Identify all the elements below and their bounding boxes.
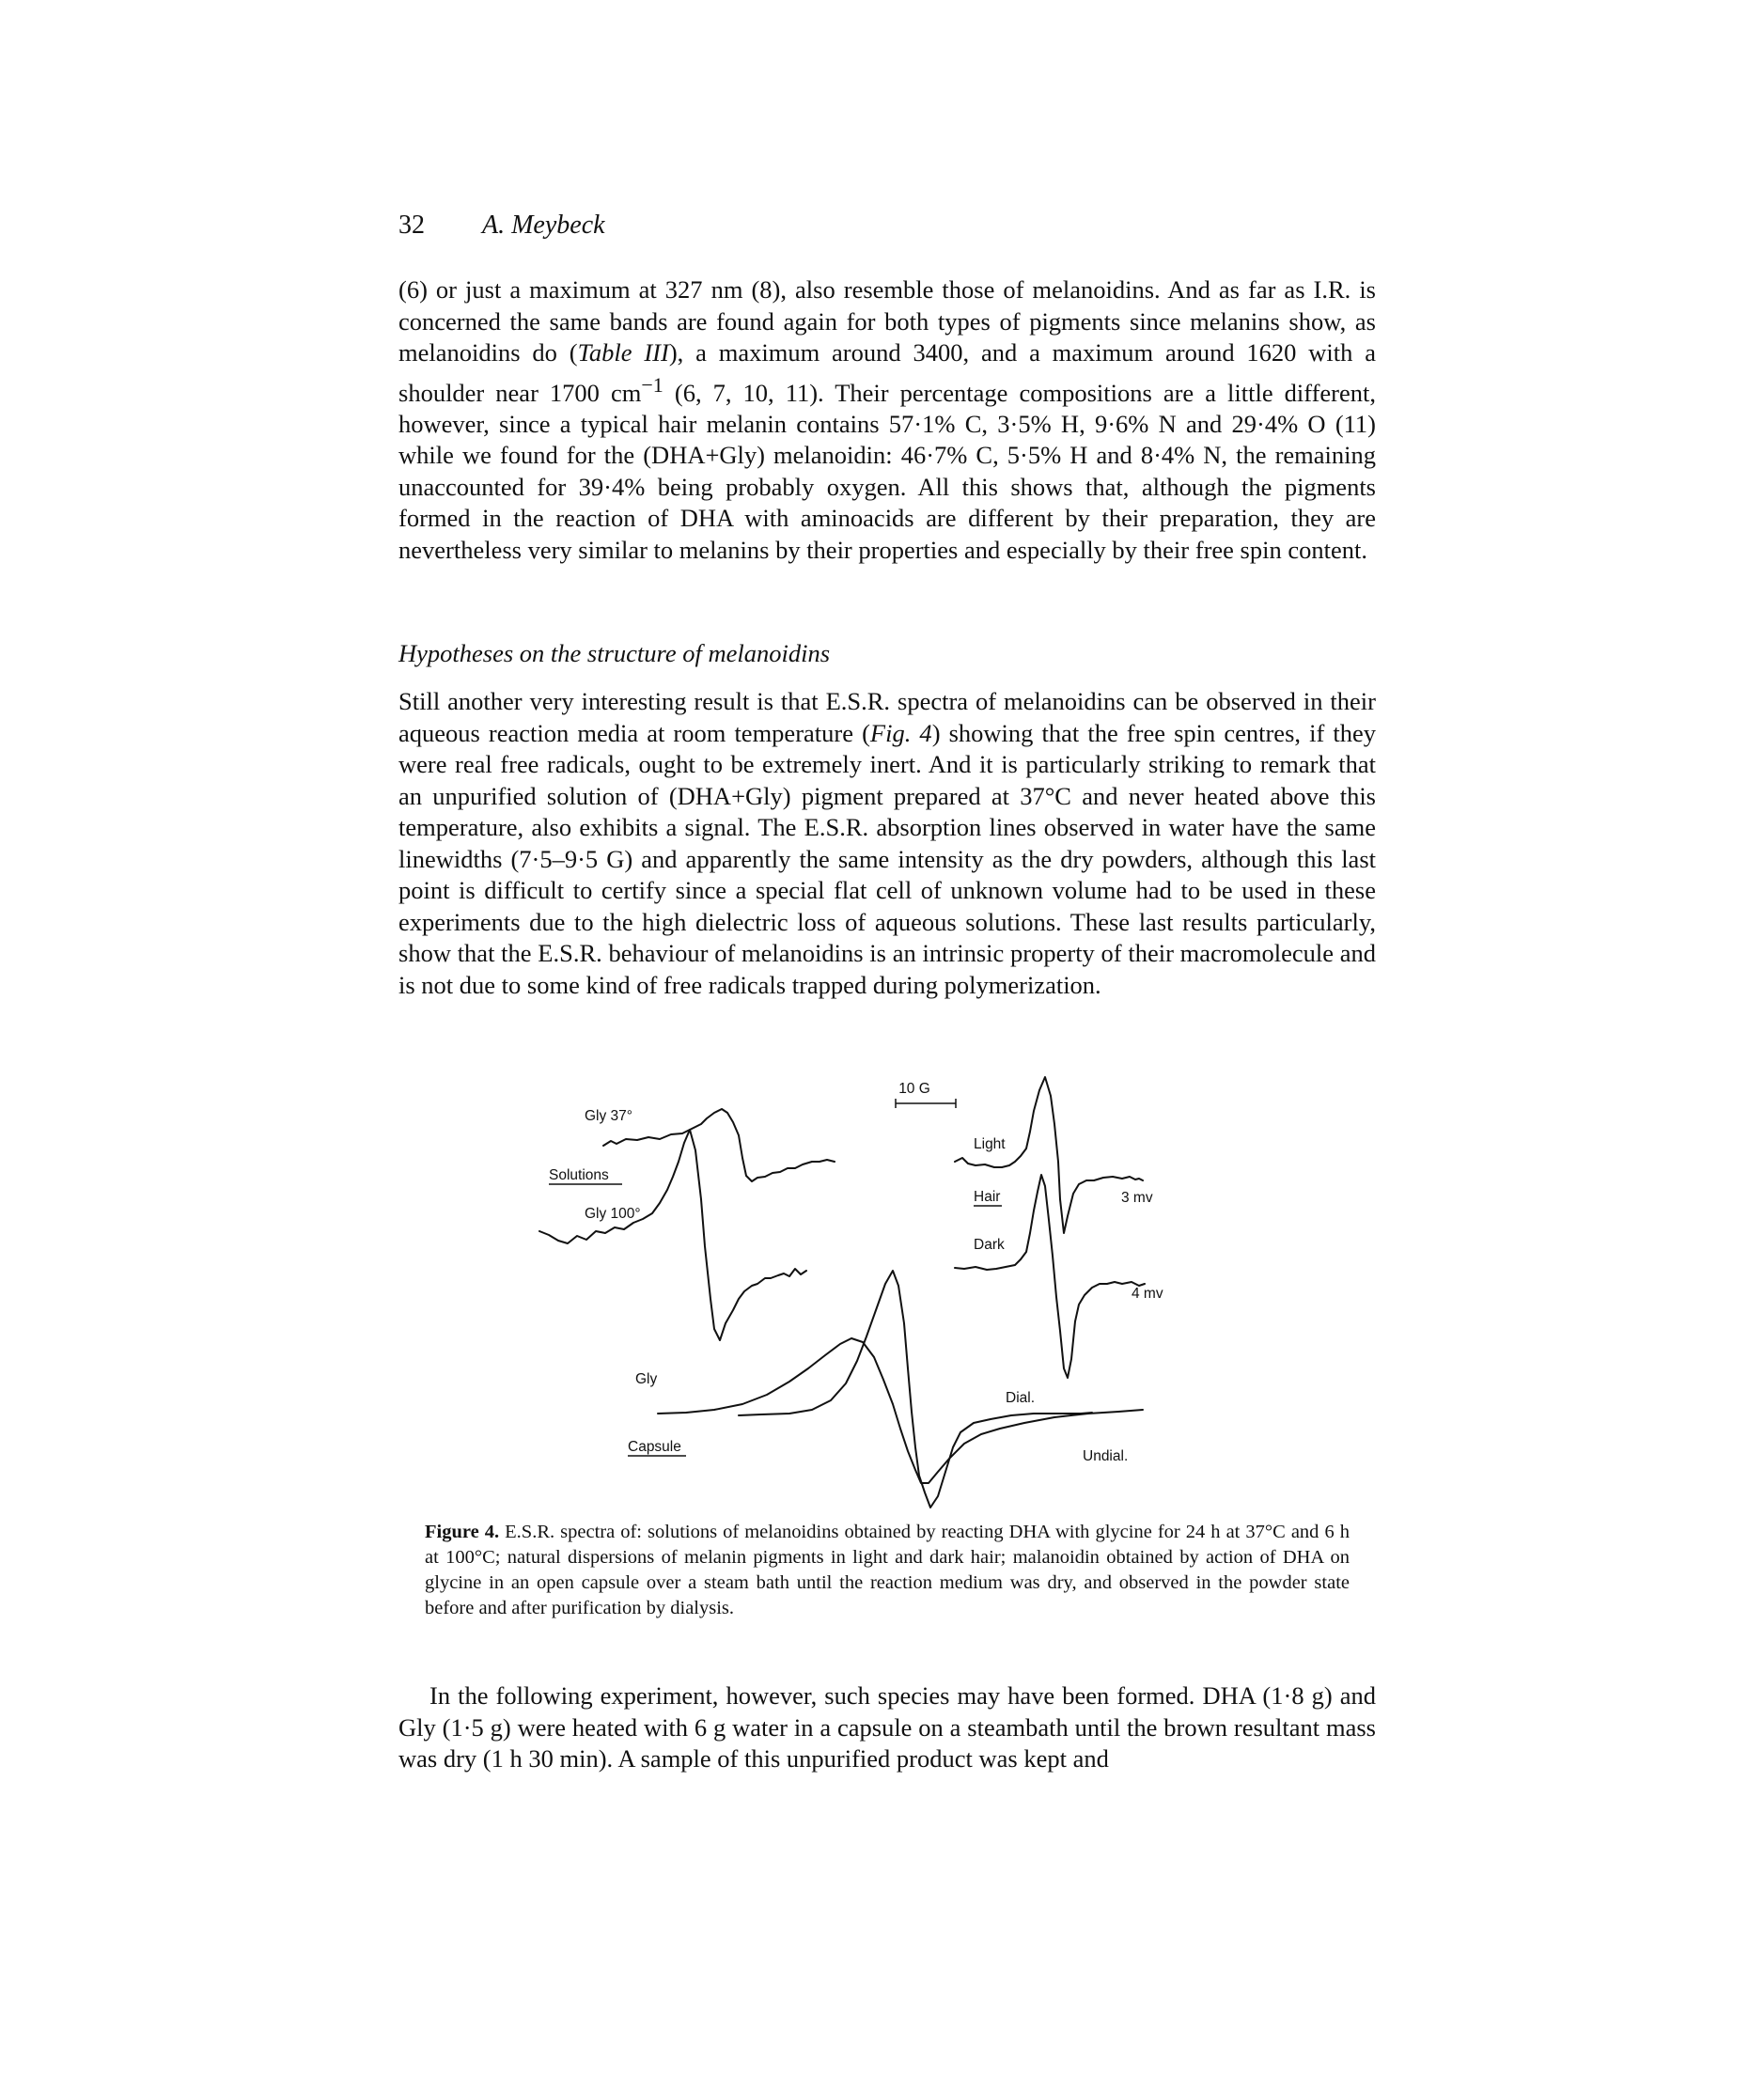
paragraph-esr-aqueous [398,686,1376,1001]
paragraph-capsule-experiment [398,1680,1376,1775]
caption-label: Figure 4. [425,1522,500,1542]
label-solutions: Solutions [549,1167,609,1183]
label-gly: Gly [635,1371,658,1387]
running-head-author: A. Meybeck [482,211,605,240]
label-gly-100: Gly 100° [585,1206,641,1222]
paragraph-text: (6) or just a maximum at 327 nm (8), also resemble those of melanoidins. And as far as I.R. is concerned the same bands are found again for both types of pigments since melanins show, as melanoidins do ( [398,275,1376,367]
superscript-exponent: −1 [641,372,663,397]
table-reference: Table III [577,338,669,367]
scale-bar-label: 10 G [898,1081,930,1097]
caption-text: E.S.R. spectra of: solutions of melanoidins obtained by reacting DHA with glycine for 24 h at 37°C and 6 h at 100°C; natural dispersions of melanin pigments in light and dark hair; malanoidin obtained by action of DHA on glycine in an open capsule over a steam bath until the reaction medium was dry, and observed in the powder state before and after purification by dialysis. [425,1522,1350,1618]
label-dial: Dial. [1006,1390,1036,1406]
label-capsule: Capsule [628,1439,681,1455]
figure-reference: Fig. 4 [869,718,932,747]
label-4mv: 4 mv [1132,1286,1163,1302]
paragraph-ir-comparison [398,274,1376,566]
trace-light-hair [955,1077,1143,1233]
trace-gly-37-solution [603,1109,835,1181]
trace-undialysed-powder [658,1338,1143,1483]
label-undial: Undial. [1083,1448,1129,1464]
paragraph-text: (6, 7, 10, 11). Their percentage compositions are a little different, however, since a typical hair melanin contains 57·1% C, 3·5% H, 9·6% N and 29·4% O (11) while we found for the (DHA+Gly) melanoidin: 46·7% C, 5·5% H and 8·4% N, the remaining unaccounted for 39·4% being probably oxygen. All this shows that, although the pigments formed in the reaction of DHA with aminoacids are different by their preparation, they are nevertheless very similar to melanins by their properties and especially by their free spin content. [398,378,1376,564]
label-3mv: 3 mv [1121,1190,1153,1206]
paragraph-text: ) showing that the free spin centres, if they were real free radicals, ought to be extremely inert. And it is particularly striking to remark that an unpurified solution of (DHA+Gly) pigment prepared at 37°C and never heated above this temperature, also exhibits a signal. The E.S.R. absorption lines observed in water have the same linewidths (7·5–9·5 G) and apparently the same intensity as the dry powders, although this last point is difficult to certify since a special flat cell of unknown volume had to be used in these experiments due to the high dielectric loss of aqueous solutions. These last results particularly, show that the E.S.R. behaviour of melanoidins is an intrinsic property of their macromolecule and is not due to some kind of free radicals trapped during polymerization. [398,718,1376,999]
section-heading: Hypotheses on the structure of melanoidins [398,639,831,667]
page-number: 32 [398,211,425,240]
figure-caption [425,1520,1350,1621]
esr-spectra-plot [526,1058,1241,1528]
label-dark: Dark [974,1237,1005,1253]
paragraph-text: Still another very interesting result is that E.S.R. spectra of melanoidins can be observed in their aqueous reaction media at room temperature ( [398,687,1376,747]
label-light: Light [974,1136,1006,1152]
label-hair: Hair [974,1189,1001,1205]
page-header [398,211,605,241]
figure-esr-spectra [526,1058,1241,1528]
label-gly-37: Gly 37° [585,1108,632,1124]
paragraph-text: ), a maximum around 3400, and a maximum around 1620 with a shoulder near 1700 cm [398,338,1376,407]
paragraph-text: In the following experiment, however, such species may have been formed. DHA (1·8 g) and Gly (1·5 g) were heated with 6 g water in a capsule on a steambath until the brown resultant mass was dry (1 h 30 min). A sample of this unpurified product was kept and [398,1681,1376,1773]
trace-gly-100-solution [539,1130,806,1340]
